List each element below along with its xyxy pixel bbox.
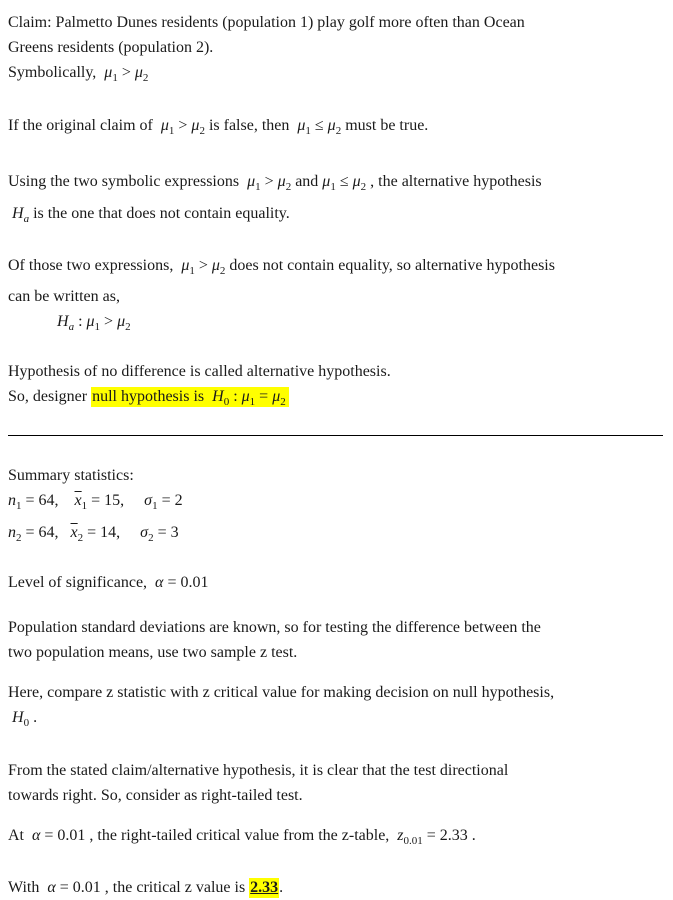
text-run: Summary statistics: xyxy=(8,467,134,485)
math-symbol: μ xyxy=(211,256,220,274)
math-symbol: μ xyxy=(247,173,256,191)
math-subscript: 1 xyxy=(94,321,101,334)
text-run: is false, then xyxy=(204,117,298,135)
math-symbol: σ xyxy=(140,523,149,541)
math-subscript: 2 xyxy=(142,72,149,85)
text-run: 2.33 xyxy=(250,879,279,897)
math-subscript: 1 xyxy=(112,72,118,85)
math-symbol: H xyxy=(57,312,69,330)
text-run: ≤ xyxy=(335,173,353,191)
highlighted-text xyxy=(91,387,289,407)
text-run: > xyxy=(194,256,212,274)
math-symbol: μ xyxy=(322,173,331,191)
math-subscript: 1 xyxy=(189,264,195,277)
math-symbol: α xyxy=(155,573,164,591)
text-run: . xyxy=(29,708,38,726)
text-run: So, designer xyxy=(8,388,92,406)
claim-paragraph xyxy=(8,10,663,91)
math-subscript: 0 xyxy=(23,716,30,729)
math-symbol: α xyxy=(47,879,56,897)
text-run: Claim: Palmetto Dunes residents (population 1) play golf more often than Ocean xyxy=(8,14,525,31)
text-run: and xyxy=(291,173,323,191)
math-symbol: μ xyxy=(272,388,281,406)
math-subscript: 2 xyxy=(285,181,292,194)
false-claim-paragraph xyxy=(8,113,663,144)
text-run: = 2.33 . xyxy=(422,826,476,844)
critical-value-paragraph xyxy=(8,823,663,854)
text-run: Population standard deviations are known, so for testing the difference between the xyxy=(8,618,541,636)
math-symbol: μ xyxy=(104,64,113,81)
text-run: Symbolically, xyxy=(8,64,105,81)
math-subscript: 1 xyxy=(330,181,336,194)
text-run: = 14, xyxy=(83,523,141,541)
text-run: = 0.01 , the right-tailed critical value from the z-table, xyxy=(40,826,398,844)
math-symbol: n xyxy=(8,523,16,541)
text-run: = 3 xyxy=(153,523,179,541)
math-mean-symbol: $\overline{x}$ xyxy=(70,523,78,541)
text-run: = 2 xyxy=(157,492,183,510)
math-symbol: μ xyxy=(277,173,286,191)
text-run: Using the two symbolic expressions xyxy=(8,173,248,191)
text-run: = 64, xyxy=(21,492,75,510)
alternative-hypothesis-expression-paragraph xyxy=(8,253,663,340)
math-subscript: 2 xyxy=(219,264,226,277)
math-subscript: 1 xyxy=(255,181,261,194)
math-subscript: a xyxy=(23,212,30,225)
math-symbol: H xyxy=(212,388,224,406)
text-run: = 0.01 , the critical z value is xyxy=(55,879,250,897)
text-run: Greens residents (population 2). xyxy=(8,39,214,56)
text-run: With xyxy=(8,879,48,897)
text-run: > xyxy=(117,64,135,81)
math-symbol: n xyxy=(8,492,16,510)
math-symbol: μ xyxy=(160,117,169,135)
text-run: two population means, use two sample z test. xyxy=(8,643,298,661)
summary-statistics-paragraph xyxy=(8,463,663,550)
math-subscript: 0 xyxy=(223,396,230,409)
text-run: : xyxy=(74,312,87,330)
math-symbol: μ xyxy=(297,117,306,135)
math-mean-symbol: $\overline{x}$ xyxy=(74,492,82,510)
math-subscript: 1 xyxy=(152,500,158,513)
text-run: towards right. So, consider as right-tailed test. xyxy=(8,786,303,804)
math-symbol: μ xyxy=(352,173,361,191)
math-subscript: 0.01 xyxy=(403,835,423,848)
text-run: = 64, xyxy=(21,523,71,541)
math-subscript: 1 xyxy=(249,396,256,409)
text-run: = 0.01 xyxy=(163,573,209,591)
math-symbol: z xyxy=(397,826,404,844)
math-subscript: 2 xyxy=(125,321,131,334)
math-symbol: μ xyxy=(241,388,250,406)
text-run: null hypothesis is xyxy=(92,388,213,406)
math-symbol: μ xyxy=(86,312,95,330)
highlighted-answer xyxy=(249,878,279,898)
text-run: Of those two expressions, xyxy=(8,256,182,274)
text-run: = 15, xyxy=(87,492,145,510)
math-subscript: 2 xyxy=(16,531,22,544)
math-subscript: 2 xyxy=(199,125,205,138)
text-run: > xyxy=(260,173,278,191)
math-subscript: 1 xyxy=(81,500,88,513)
math-symbol: μ xyxy=(327,117,336,135)
text-run: ≤ xyxy=(310,117,328,135)
right-tailed-test-paragraph xyxy=(8,758,663,808)
math-symbol: μ xyxy=(191,117,200,135)
text-run: is the one that does not contain equality. xyxy=(29,204,290,222)
text-run: > xyxy=(174,117,192,135)
z-comparison-paragraph xyxy=(8,680,663,736)
text-run: must be true. xyxy=(341,117,429,135)
text-run: Here, compare z statistic with z critical value for making decision on null hypothesis, xyxy=(8,683,555,701)
math-symbol: H xyxy=(12,708,24,726)
null-hypothesis-paragraph xyxy=(8,359,663,415)
math-symbol: μ xyxy=(117,312,126,330)
text-run: > xyxy=(100,312,118,330)
math-subscript: a xyxy=(68,321,75,334)
math-subscript: 1 xyxy=(305,125,311,138)
math-subscript: 2 xyxy=(148,531,154,544)
math-symbol: σ xyxy=(144,492,153,510)
text-run: can be written as, xyxy=(8,287,120,305)
text-run: : xyxy=(229,388,242,406)
text-run: If the original claim of xyxy=(8,117,161,135)
math-subscript: 1 xyxy=(16,500,22,513)
text-run: = xyxy=(255,388,273,406)
text-run: does not contain equality, so alternative hypothesis xyxy=(225,256,555,274)
math-symbol: μ xyxy=(181,256,190,274)
text-run: Level of significance, xyxy=(8,573,156,591)
text-run: At xyxy=(8,826,32,844)
conclusion-paragraph xyxy=(8,875,663,900)
two-sample-z-test-paragraph xyxy=(8,615,663,665)
math-subscript: 1 xyxy=(168,125,175,138)
level-of-significance-paragraph xyxy=(8,570,663,595)
text-run: Hypothesis of no difference is called alternative hypothesis. xyxy=(8,363,391,381)
math-symbol: H xyxy=(12,204,24,222)
text-run: , the alternative hypothesis xyxy=(366,173,542,191)
math-subscript: 2 xyxy=(77,531,84,544)
alternative-hypothesis-definition-paragraph xyxy=(8,169,663,231)
section-divider xyxy=(8,435,663,436)
text-run: From the stated claim/alternative hypothesis, it is clear that the test directional xyxy=(8,761,509,779)
math-symbol: α xyxy=(32,826,41,844)
math-symbol: μ xyxy=(134,64,143,81)
math-subscript: 2 xyxy=(280,396,286,409)
text-run: . xyxy=(279,879,284,897)
math-subscript: 2 xyxy=(335,125,342,138)
math-subscript: 2 xyxy=(360,181,367,194)
